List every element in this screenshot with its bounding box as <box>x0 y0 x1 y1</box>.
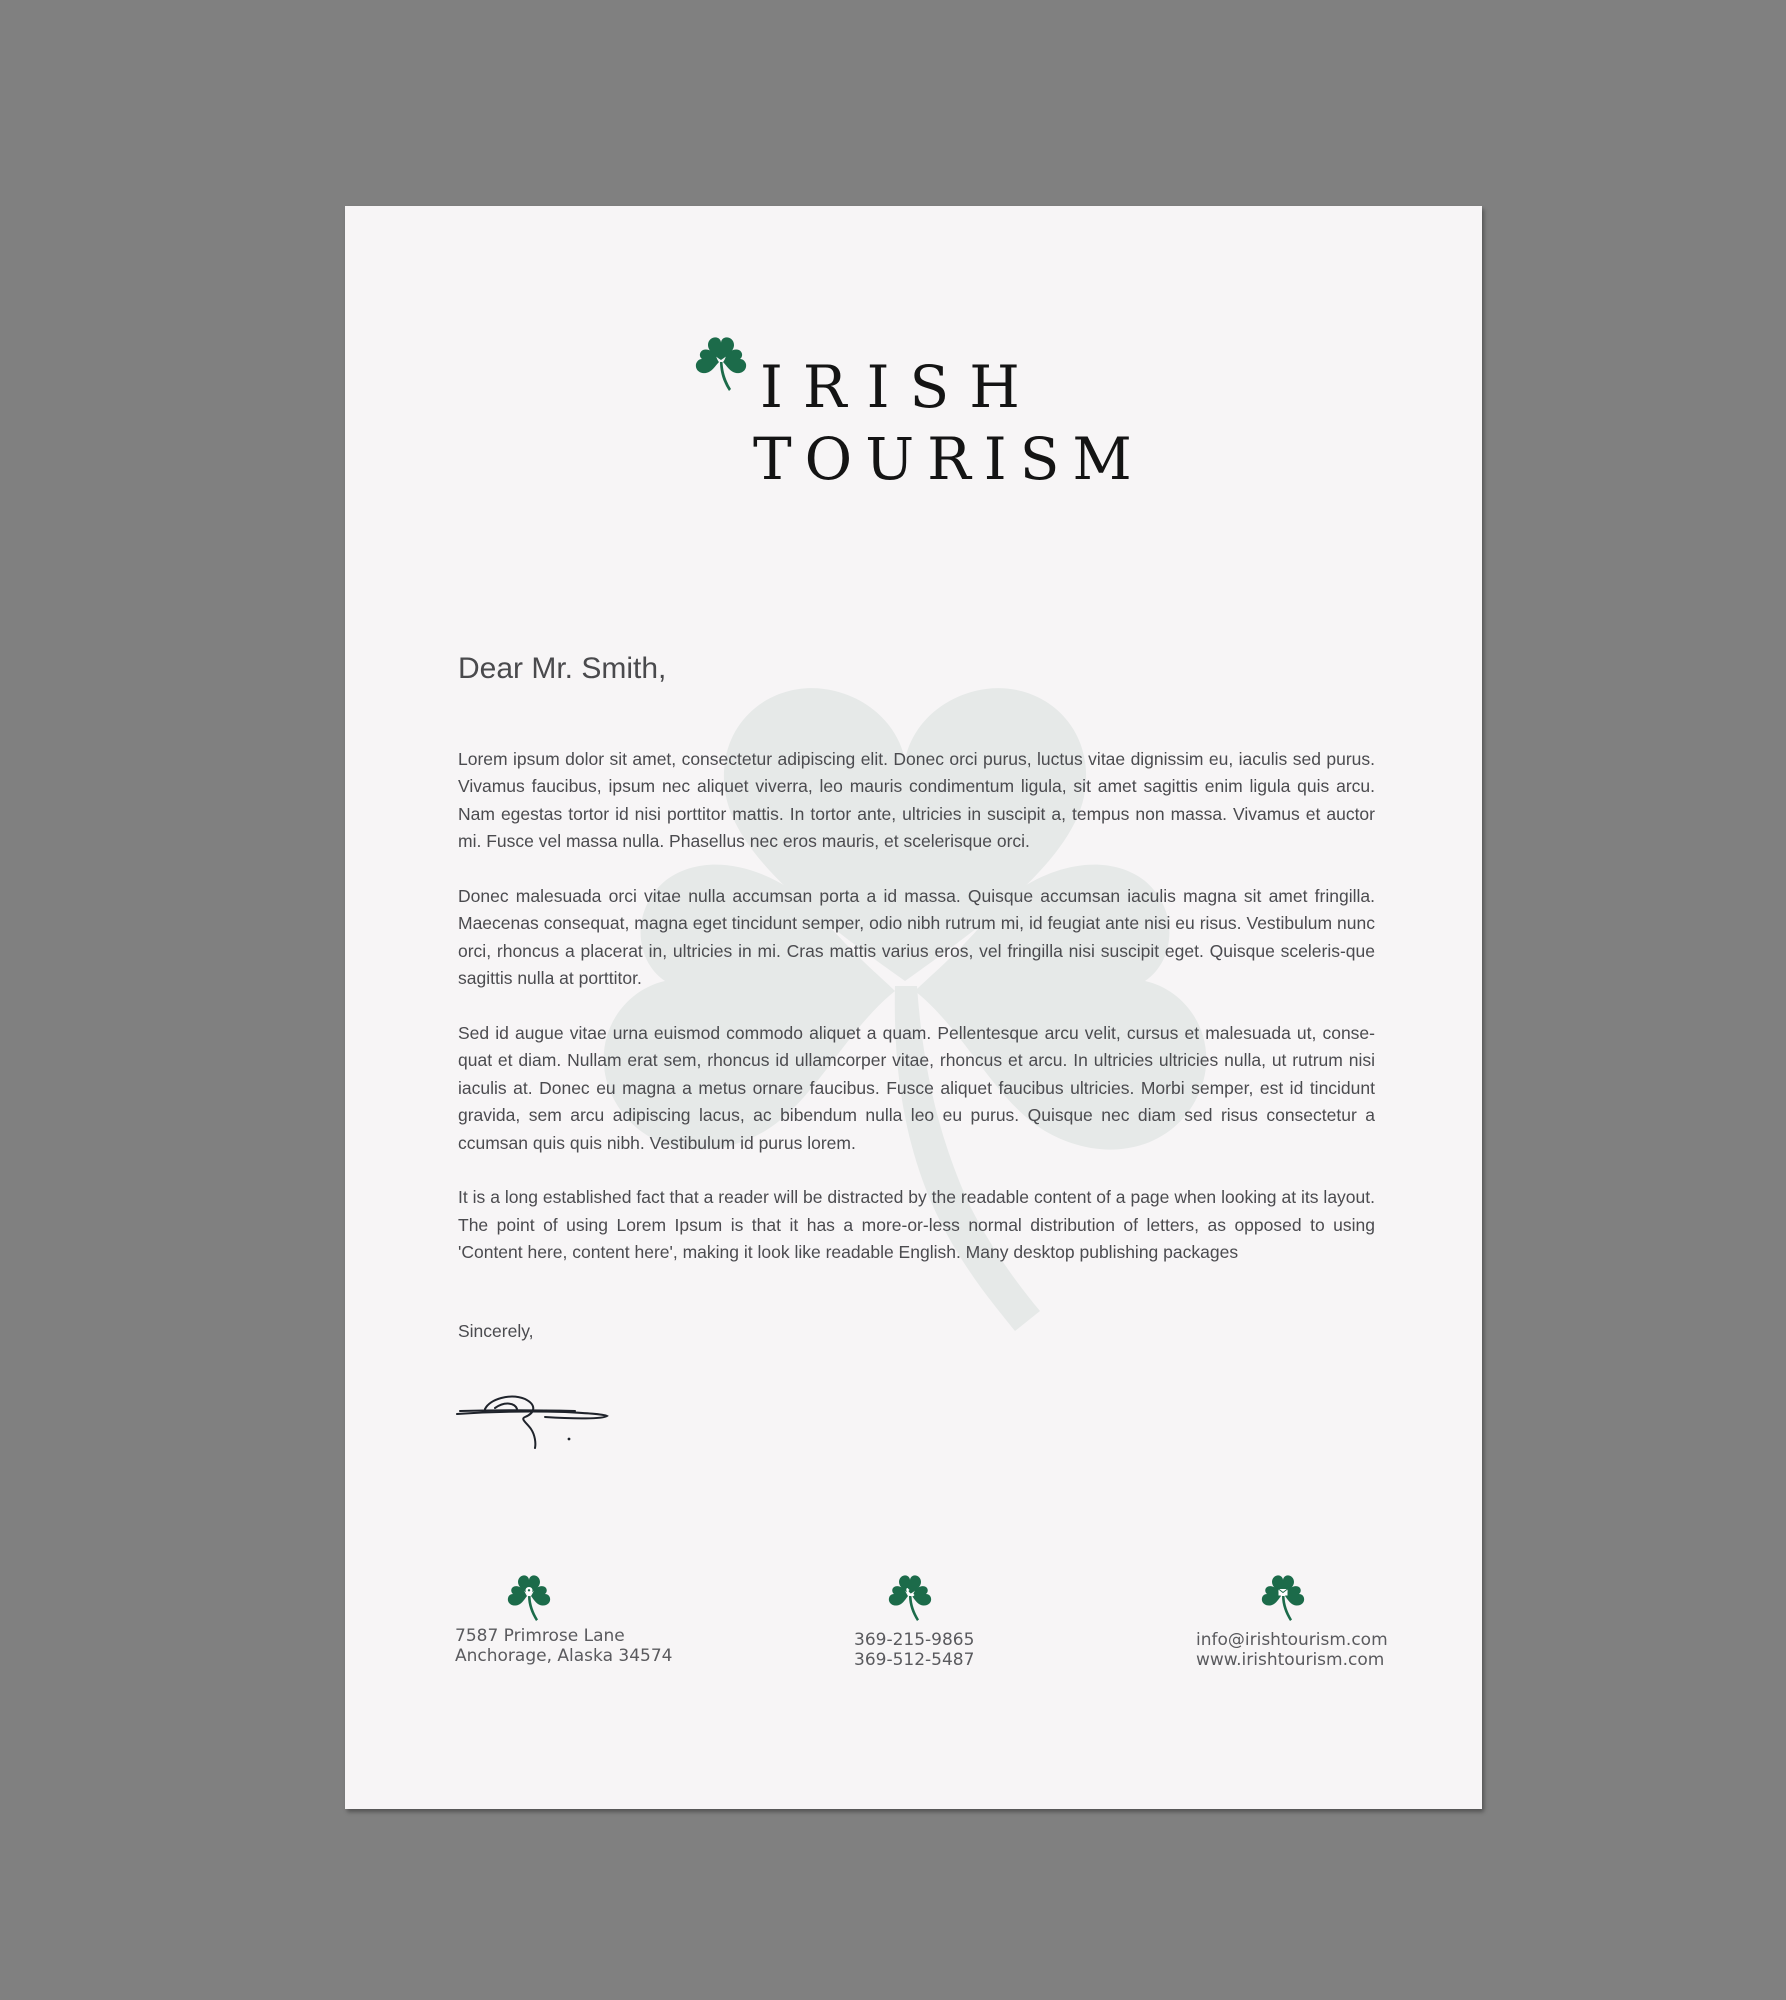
phone-line2[interactable]: 369-512-5487 <box>854 1650 975 1670</box>
letter-paragraph: Donec malesuada orci vitae nulla accumsan porta a id massa. Quisque accumsan iaculis magna sit amet fringilla. Maecenas consequat, magna eget tincidunt semper, odio nibh rutrum mi, id feugiat ante nisi eu risus. Vestibulum nunc orci, rhoncus a placerat in, ultricies in mi. Cras mattis varius eros, vel fringilla nisi suscipit eget. Quisque sceleris-que sagittis nulla at porttitor. <box>458 886 1375 989</box>
letter-body <box>458 746 1375 1294</box>
phone-icon <box>886 1574 934 1624</box>
address-text <box>455 1626 672 1666</box>
contact-text <box>1196 1630 1388 1670</box>
letter-closing: Sincerely, <box>458 1321 534 1341</box>
phone-text <box>854 1630 974 1670</box>
brand-name-line2: TOURISM <box>753 425 1145 493</box>
email-link[interactable]: info@irishtourism.com <box>1196 1630 1388 1650</box>
letter-paragraph: It is a long established fact that a reader will be distracted by the readable content of a page when looking at its layout. The point of using Lorem Ipsum is that it has a more-or-less normal distribution of letters, as opposed to using 'Content here, content here', making it look like readable English. Many desktop publishing packages <box>458 1187 1375 1263</box>
letter-greeting: Dear Mr. Smith, <box>458 652 667 685</box>
signature <box>455 1381 615 1451</box>
shamrock-icon <box>693 336 749 396</box>
website-link[interactable]: www.irishtourism.com <box>1196 1650 1385 1670</box>
letter-paragraph: Lorem ipsum dolor sit amet, consectetur adipiscing elit. Donec orci purus, luctus vitae dignissim eu, iaculis sed purus. Vivamus faucibus, ipsum nec aliquet viverra, leo mauris condimentum ligula, sit amet sagittis enim ligula quis arcu. Nam egestas tortor id nisi porttitor mattis. In tortor ante, ultricies in suscipit a, tempus non massa. Vivamus et auctor mi. Fusce vel massa nulla. Phasellus nec eros mauris, et scelerisque orci. <box>458 749 1375 852</box>
location-pin-icon <box>505 1574 553 1624</box>
letterhead-page <box>345 206 1482 1809</box>
address-line2: Anchorage, Alaska 34574 <box>455 1646 673 1666</box>
phone-line1[interactable]: 369-215-9865 <box>854 1630 975 1650</box>
brand-name-line1: IRISH <box>760 353 1040 421</box>
letter-paragraph: Sed id augue vitae urna euismod commodo aliquet a quam. Pellentesque arcu velit, cursus et malesuada ut, conse-quat et diam. Nullam erat sem, rhoncus id ullamcorper vitae, rhoncus et arcu. In ultricies ultricies nulla, ut rutrum nisi iaculis at. Donec eu magna a metus ornare faucibus. Fusce aliquet faucibus ultricies. Morbi semper, est id tincidunt gravida, sem arcu adipiscing lacus, ac bibendum nulla leo eu purus. Quisque nec diam sed risus consectetur a ccumsan quis quis nibh. Vestibulum id purus lorem. <box>458 1023 1375 1153</box>
brand-logo <box>693 331 1153 501</box>
envelope-icon <box>1259 1574 1307 1624</box>
address-line1: 7587 Primrose Lane <box>455 1626 625 1646</box>
